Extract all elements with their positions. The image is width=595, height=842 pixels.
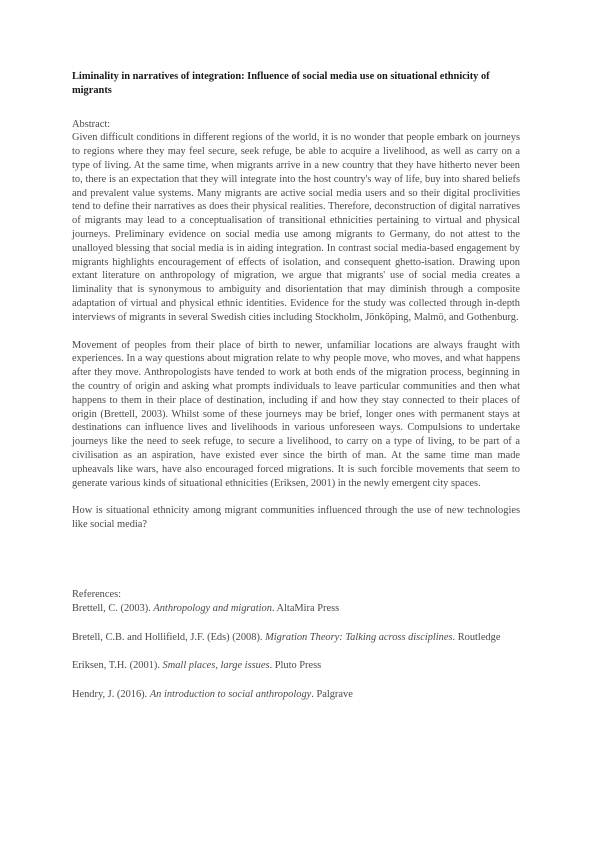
- reference-item: [72, 688, 520, 702]
- paper-title: Liminality in narratives of integration: Influence of social media use on situational ethnicity of migrants: [72, 71, 490, 96]
- reference-authors: Bretell, C.B. and Hollifield, J.F. (Eds) (2008).: [72, 631, 266, 643]
- abstract-heading: Abstract:: [72, 118, 111, 130]
- research-question: How is situational ethnicity among migrant communities influenced through the use of new technologies like social media?: [72, 505, 520, 531]
- reference-title: An introduction to social anthropology: [149, 689, 312, 701]
- reference-title: Migration Theory: Talking across disciplines: [265, 631, 453, 643]
- document-page: [72, 60, 520, 702]
- abstract-text: Given difficult conditions in different regions of the world, it is no wonder that people embark on journeys to regions where they may feel secure, seek refuge, be able to acquire a livelihood, as well as carry on a type of living. At the same time, when migrants arrive in a new country that they have hitherto never been to, there is an expectation that they will integrate into the host country's way of life, buy into shared beliefs and prevalent value systems. Many migrants are active social media users and so their digital proclivities tend to define their narratives as does their physical realities. Therefore, deconstruction of digital narratives of migrants may lead to a conceptualisation of transitional ethnicities pertaining to virtual and physical journeys. Preliminary evidence on social media use among migrants to Germany, do not attest to the unalloyed blessing that social media is in aiding integration. In contrast social media-based engagement by migrants highlights encouragement of effects of isolation, and consequent ghetto-isation. Drawing upon extant literature on anthropology of migration, we argue that migrants' use of social media creates a liminality that is synonymous to ambiguity and disorientation that may diminish through a composite adaptation of virtual and physical ethnic identities. Evidence for the study was collected through in-depth interviews of migrants in several Swedish cities including Stockholm, Jönköping, Malmö, and Gothenburg.: [72, 132, 520, 323]
- reference-title: Small places, large issues: [162, 660, 270, 672]
- references-section: [72, 588, 520, 702]
- references-heading: References:: [72, 588, 122, 600]
- reference-publisher: . AltaMira Press: [271, 602, 340, 614]
- reference-publisher: . Routledge: [452, 631, 501, 643]
- body-paragraph: Movement of peoples from their place of birth to newer, unfamiliar locations are always fraught with experiences. In a way questions about migration relate to why people move, who moves, and what happens after they move. Anthropologists have tended to work at both ends of the migration process, beginning in the country of origin and asking what prompts individuals to leave particular communities and then what happens to them in their place of destination, including if and how they stay connected to their places of origin (Brettell, 2003). Whilst some of these journeys may be brief, longer ones with permanent stays at destinations can influence lives and livelihoods in various unforeseen ways. Compulsions to undertake journeys like the need to seek refuge, to secure a livelihood, to carry on a type of living, to be part of a civilisation as an aspiration, have existed ever since the birth of man. At the same time man made upheavals like wars, have also encouraged forced migrations. It is such forcible movements that seem to generate various kinds of situational ethnicities (Eriksen, 2001) in the newly emergent city spaces.: [72, 339, 520, 489]
- reference-authors: Hendry, J. (2016).: [72, 689, 150, 701]
- reference-item: [72, 631, 520, 645]
- reference-item: [72, 659, 520, 673]
- reference-authors: Brettell, C. (2003).: [72, 602, 154, 614]
- reference-publisher: . Palgrave: [311, 689, 353, 701]
- reference-publisher: . Pluto Press: [269, 660, 322, 672]
- reference-authors: Eriksen, T.H. (2001).: [72, 660, 163, 672]
- reference-item: [72, 602, 520, 616]
- reference-title: Anthropology and migration: [153, 602, 272, 614]
